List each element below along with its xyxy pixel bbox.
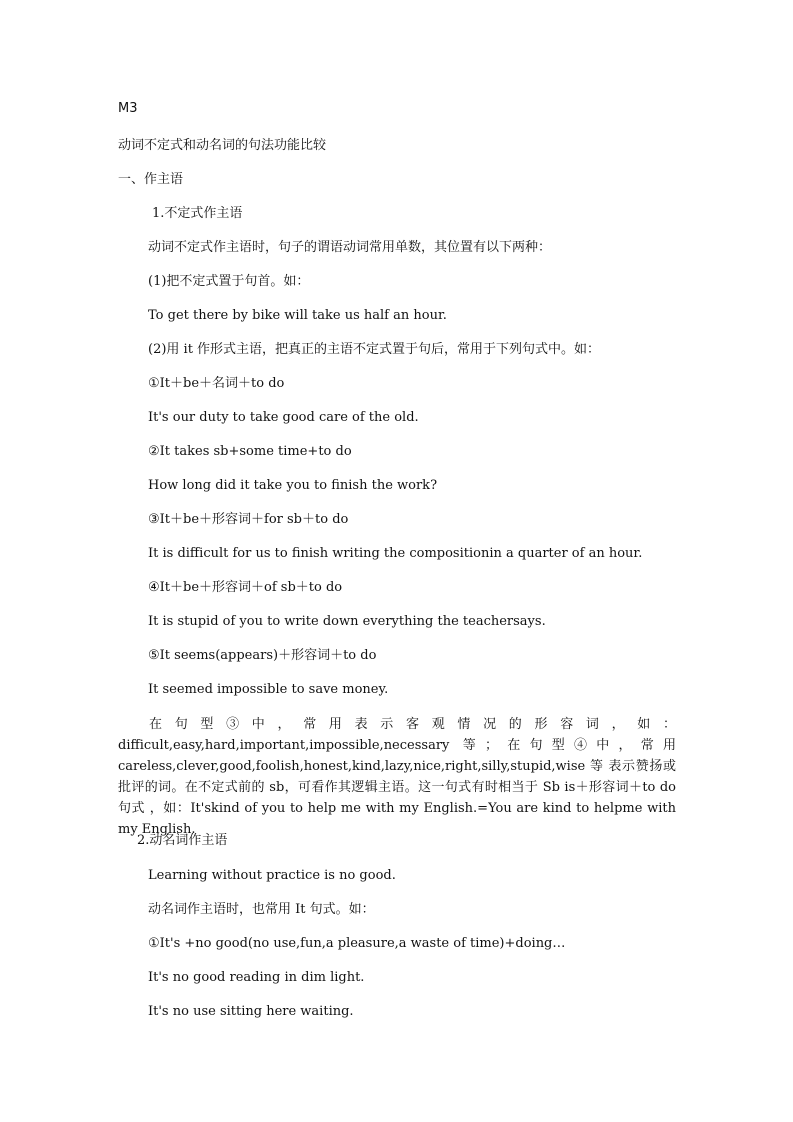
pattern-4: ④It＋be＋形容词＋of sb＋to do <box>148 580 343 595</box>
pattern-2: ②It takes sb+some time+to do <box>148 444 352 459</box>
subheading-infinitive: 1.不定式作主语 <box>152 206 243 221</box>
section-heading: 一、作主语 <box>118 172 184 187</box>
document-code: M3 <box>118 101 138 116</box>
subheading-gerund: 2.动名词作主语 <box>137 833 228 848</box>
example-6: It seemed impossible to save money. <box>148 682 389 697</box>
document-title: 动词不定式和动名词的句法功能比较 <box>118 138 327 153</box>
pattern-5: ⑤It seems(appears)＋形容词＋to do <box>148 648 377 663</box>
pattern-1: ①It＋be＋名词＋to do <box>148 376 285 391</box>
example-2: It's our duty to take good care of the old. <box>148 410 419 425</box>
paragraph-case-1: (1)把不定式置于句首。如： <box>148 274 310 289</box>
paragraph-intro: 动词不定式作主语时，句子的谓语动词常用单数，其位置有以下两种： <box>148 240 552 255</box>
paragraph-case-2: (2)用 it 作形式主语，把真正的主语不定式置于句后，常用于下列句式中。如： <box>148 342 601 357</box>
example-1: To get there by bike will take us half an hour. <box>148 308 447 323</box>
example-9: It's no use sitting here waiting. <box>148 1004 354 1019</box>
pattern-3: ③It＋be＋形容词＋for sb＋to do <box>148 512 349 527</box>
explanation-paragraph: 在句型③中，常用表示客观情况的形容词，如：difficult,easy,hard,important,impossible,necessary 等；在句型④中，常用 careless,clever,good,foolish,honest,kind,lazy,nice,right,silly,stupid,wise 等 表示赞扬或批评的词。在不定式前的 sb，可看作其逻辑主语。这一句式有时相当于 Sb is＋形容词＋to do 句式 ，如：It'skind of you to help me with my English.=You are kind to helpme with my English. <box>118 717 676 837</box>
example-5: It is stupid of you to write down everything the teachersays. <box>148 614 546 629</box>
example-7: Learning without practice is no good. <box>148 868 396 883</box>
example-4: It is difficult for us to finish writing the compositionin a quarter of an hour. <box>148 546 643 561</box>
paragraph-gerund: 动名词作主语时，也常用 It 句式。如： <box>148 902 375 917</box>
example-3: How long did it take you to finish the work? <box>148 478 438 493</box>
pattern-6: ①It's +no good(no use,fun,a pleasure,a waste of time)+doing… <box>148 936 566 951</box>
example-8: It's no good reading in dim light. <box>148 970 365 985</box>
